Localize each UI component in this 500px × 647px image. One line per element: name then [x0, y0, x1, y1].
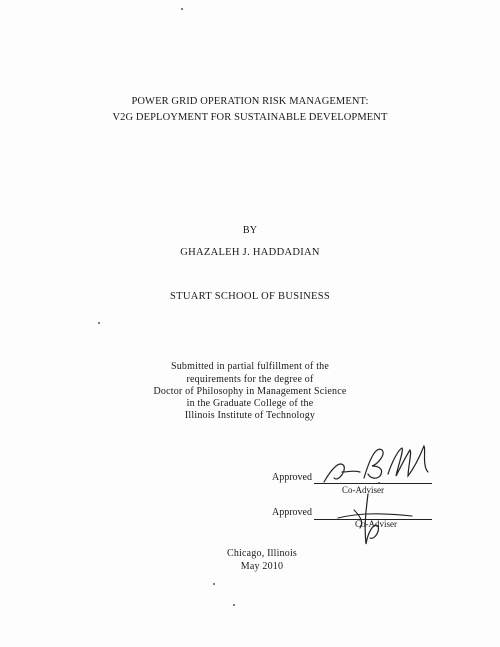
handwritten-signature-1 [318, 438, 438, 488]
scan-speck [213, 583, 215, 585]
submission-line-3: Doctor of Philosophy in Management Science [153, 386, 347, 397]
submission-line-4: in the Graduate College of the [186, 398, 314, 409]
handwritten-signature-2 [334, 492, 414, 552]
submission-line-1: Submitted in partial fulfillment of the [170, 361, 330, 372]
submission-line-2: requirements for the degree of [186, 374, 314, 385]
scan-speck [181, 8, 183, 10]
author-name: GHAZALEH J. HADDADIAN [180, 247, 320, 258]
approval-role-2: Co-Adviser [355, 519, 397, 529]
submission-date: May 2010 [240, 561, 284, 572]
submission-line-5: Illinois Institute of Technology [184, 410, 316, 421]
location: Chicago, Illinois [226, 548, 298, 559]
thesis-title-line-1: POWER GRID OPERATION RISK MANAGEMENT: [131, 96, 369, 107]
school-name: STUART SCHOOL OF BUSINESS [169, 291, 331, 302]
scan-speck [98, 322, 100, 324]
approval-label-1: Approved [272, 472, 312, 483]
scan-speck [233, 604, 235, 606]
approval-role-1: Co-Adviser [342, 485, 384, 495]
approval-label-2: Approved [272, 507, 312, 518]
by-label: BY [242, 225, 258, 236]
thesis-title-line-2: V2G DEPLOYMENT FOR SUSTAINABLE DEVELOPMENT [112, 112, 388, 123]
